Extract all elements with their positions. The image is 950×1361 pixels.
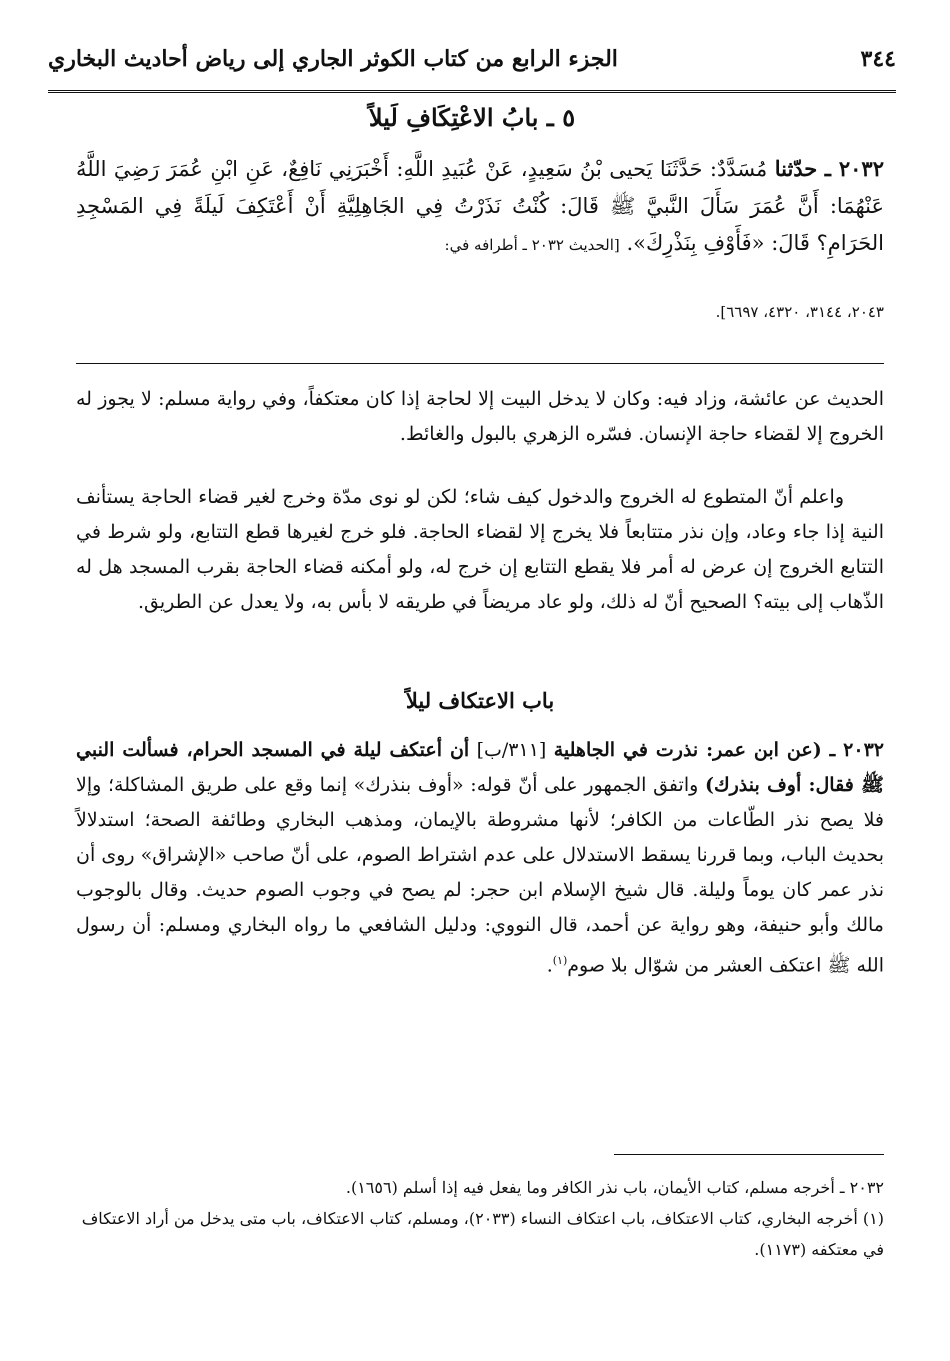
page-number: ٣٤٤	[860, 46, 896, 72]
commentary-paragraph-2-text: واعلم أنّ المتطوع له الخروج والدخول كيف شاء؛ لكن لو نوى مدّة وخرج لغير قضاء الحاجة يستأنف النية إذا جاء وعاد، وإن نذر متتابعاً فلا يخرج إلا لقضاء الحاجة. فلو خرج لغيرها قطع التتابع، ولو شرط في التتابع الخروج إن عرض له أمر فلا يقطع التتابع إن خرج له، ولو أمكنه قضاء الحاجة بقرب المسجد هل له الذّهاب إلى بيته؟ الصحيح أنّ له ذلك، ولو عاد مريضاً في طريقه لا بأس به، ولا يعدل عن الطريق.	[76, 486, 884, 613]
page-header	[48, 30, 896, 88]
para3-bold-start: ٢٠٣٢ ـ (عن ابن عمر: نذرت في الجاهلية	[553, 739, 884, 761]
folio-marker: [٣١١/ب]	[476, 739, 547, 761]
section-title: ٥ ـ بابُ الاعْتِكَافِ لَيلاً	[368, 103, 576, 132]
hadith-lead: حدّثنا	[774, 156, 818, 181]
hadith-number: ٢٠٣٢ ـ	[824, 156, 884, 181]
hadith-text	[76, 150, 884, 264]
commentary-paragraph-2	[76, 480, 884, 620]
para3-text: واتفق الجمهور على أنّ قوله: «أوف بنذرك» إنما وقع على طريق المشاكلة؛ وإلا فلا يصح نذر الطّاعات من الكافر؛ لأنها مشروطة بالإيمان، ومذهب البخاري وطائفة الصحة؛ استدلالاً بحديث الباب، وبما قررنا يسقط الاستدلال على عدم اشتراط الصوم، على أنّ صاحب «الإشراق» روى أن نذر عمر كان يوماً وليلة. قال شيخ الإسلام ابن حجر: لم يصح في وجوب الصوم حديث. وقال بالوجوب مالك وأبو حنيفة، وهو رواية عن أحمد، قال النووي: ودليل الشافعي ما رواه البخاري ومسلم: أن رسول الله ﷺ اعتكف العشر من شوّال بلا صوم	[76, 774, 884, 977]
chapter-heading: باب الاعتكاف ليلاً	[405, 688, 555, 713]
commentary-paragraph-1: الحديث عن عائشة، وزاد فيه: وكان لا يدخل البيت إلا لحاجة إذا كان معتكفاً، وفي رواية مسلم: لا يجوز له الخروج إلا لقضاء حاجة الإنسان. فسّره الزهري بالبول والغائط.	[76, 388, 884, 445]
hadith-refs-line: ٢٠٤٣، ٣١٤٤، ٤٣٢٠، ٦٦٩٧].	[715, 303, 884, 321]
text-separator	[76, 363, 884, 364]
running-title: الجزء الرابع من كتاب الكوثر الجاري إلى رياض أحاديث البخاري	[48, 46, 618, 72]
header-divider	[48, 90, 896, 93]
footnote-divider	[614, 1154, 884, 1155]
footnote-1: ٢٠٣٢ ـ أخرجه مسلم، كتاب الأيمان، باب نذر الكافر وما يفعل فيه إذا أسلم (١٦٥٦).	[345, 1178, 884, 1197]
footnote-marker: (١)	[552, 954, 568, 967]
footnotes	[76, 1172, 884, 1265]
hadith-refs: [الحديث ٢٠٣٢ ـ أطرافه في:	[444, 236, 620, 254]
para3-end: .	[546, 954, 553, 977]
hadith-body: مُسَدَّدٌ: حَدَّثَنَا يَحيى بْنُ سَعِيدٍ، عَنْ عُبَيدِ اللَّهِ: أَخْبَرَنِي نَافِعٌ، عَنِ ابْنِ عُمَرَ رَضِيَ اللَّهُ عَنْهُمَا: أَنَّ عُمَرَ سَأَلَ النَّبيَّ ﷺ قَالَ: كُنْتُ نَذَرْتُ فِي الجَاهِلِيَّةِ أَنْ أَعْتَكِفَ لَيلَةً فِي المَسْجِدِ الحَرَامِ؟ قَالَ: «فَأَوْفِ بِنَذْرِكَ».	[76, 157, 884, 255]
commentary-paragraph-3	[76, 733, 884, 983]
footnote-2: (١) أخرجه البخاري، كتاب الاعتكاف، باب اعتكاف النساء (٢٠٣٣)، ومسلم، كتاب الاعتكاف، باب متى يدخل من أراد الاعتكاف في معتكفه (١١٧٣).	[81, 1209, 884, 1259]
para3-bold-mid: أن أعتكف ليلة في المسجد الحرام، فسألت النبي ﷺ فقال: أوف بنذرك)	[76, 739, 884, 796]
